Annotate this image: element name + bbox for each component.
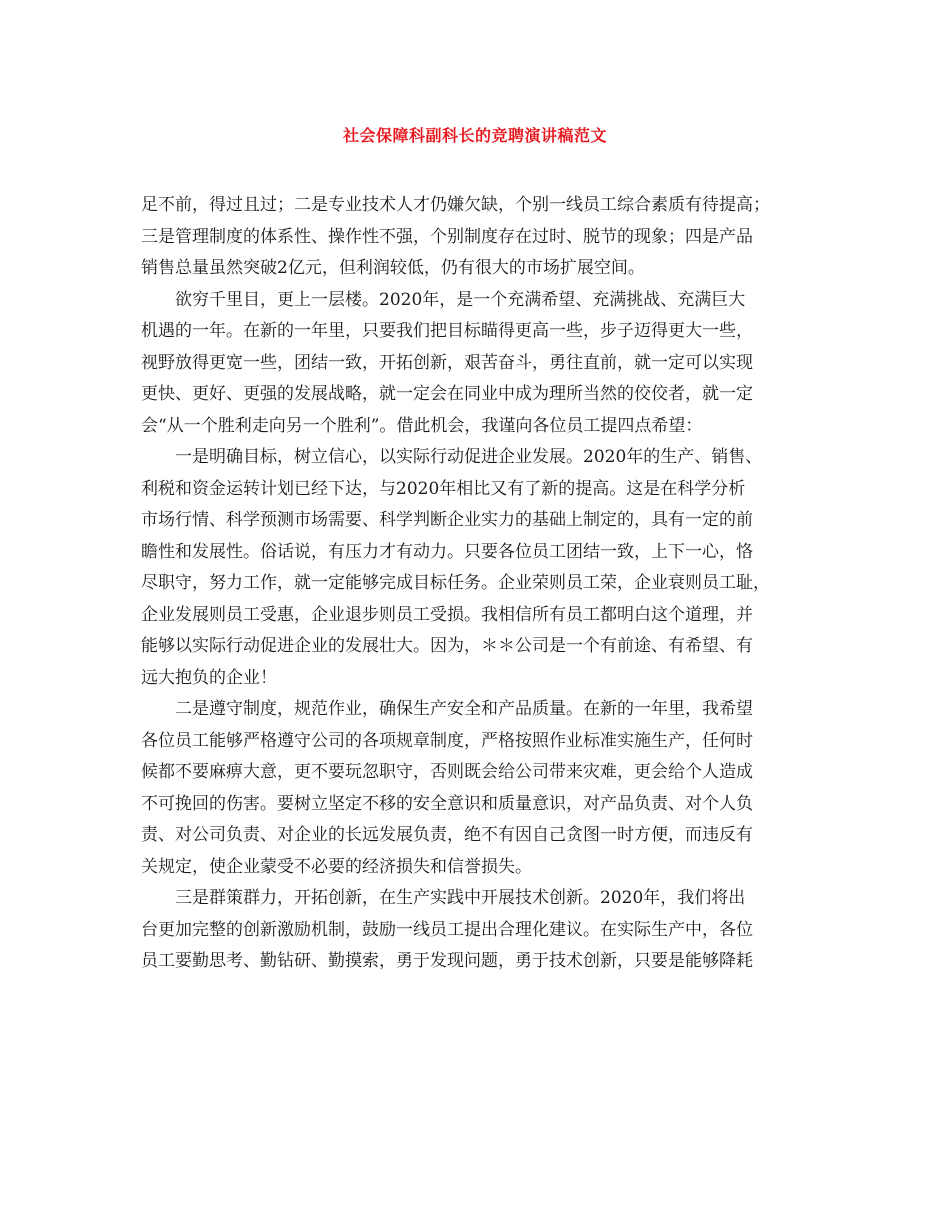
paragraph-first-line: 二是遵守制度，规范作业，确保生产安全和产品质量。在新的一年里，我希望 [175,699,753,719]
text-line: 视野放得更宽一些，团结一致，开拓创新，艰苦奋斗，勇往直前，就一定可以实现 [141,352,753,373]
text-line: 候都不要麻痹大意，更不要玩忽职守，否则既会给公司带来灾难，更会给个人造成 [141,762,753,782]
document-body [141,190,821,978]
paragraph-first-line: 三是群策群力，开拓创新，在生产实践中开展技术创新。2020年，我们将出 [175,888,746,908]
text-line: 利税和资金运转计划已经下达，与2020年相比又有了新的提高。这是在科学分析 [141,478,746,499]
text-line: 能够以实际行动促进企业的发展壮大。因为，＊＊公司是一个有前途、有希望、有 [141,636,753,656]
text-line: 会“从一个胜利走向另一个胜利”。借此机会，我谨向各位员工提四点希望： [141,415,703,436]
text-line: 三是管理制度的体系性、操作性不强，个别制度存在过时、脱节的现象；四是产品 [141,226,753,247]
text-line: 更快、更好、更强的发展战略，就一定会在同业中成为理所当然的佼佼者，就一定 [141,384,753,404]
document-title: 社会保障科副科长的竞聘演讲稿范文 [342,126,607,145]
text-line: 尽职守，努力工作，就一定能够完成目标任务。企业荣则员工荣，企业衰则员工耻， [141,573,770,593]
text-line: 员工要勤思考、勤钻研、勤摸索，勇于发现问题，勇于技术创新，只要是能够降耗 [141,951,753,971]
text-line: 关规定，使企业蒙受不必要的经济损失和信誉损失。 [141,856,532,877]
text-line: 机遇的一年。在新的一年里，只要我们把目标瞄得更高一些，步子迈得更大一些， [141,321,753,341]
text-line: 各位员工能够严格遵守公司的各项规章制度，严格按照作业标准实施生产，任何时 [141,730,753,751]
text-line: 足不前，得过且过；二是专业技术人才仍嫌欠缺，个别一线员工综合素质有待提高； [141,195,770,215]
text-line: 市场行情、科学预测市场需要、科学判断企业实力的基础上制定的，具有一定的前 [141,510,753,530]
text-line: 不可挽回的伤害。要树立坚定不移的安全意识和质量意识，对产品负责、对个人负 [141,793,753,814]
text-line: 台更加完整的创新激励机制，鼓励一线员工提出合理化建议。在实际生产中，各位 [141,919,753,940]
text-line: 瞻性和发展性。俗话说，有压力才有动力。只要各位员工团结一致，上下一心，恪 [141,541,753,562]
paragraph-first-line: 欲穷千里目，更上一层楼。2020年，是一个充满希望、充满挑战、充满巨大 [175,289,746,310]
text-line: 销售总量虽然突破2亿元，但利润较低，仍有很大的市场扩展空间。 [141,258,645,278]
text-line: 责、对公司负责、对企业的长远发展负责，绝不有因自己贪图一时方便，而违反有 [141,825,753,845]
text-line: 企业发展则员工受惠，企业退步则员工受损。我相信所有员工都明白这个道理，并 [141,604,753,625]
text-line: 远大抱负的企业！ [141,667,277,688]
paragraph-first-line: 一是明确目标，树立信心，以实际行动促进企业发展。2020年的生产、销售、 [175,447,763,467]
